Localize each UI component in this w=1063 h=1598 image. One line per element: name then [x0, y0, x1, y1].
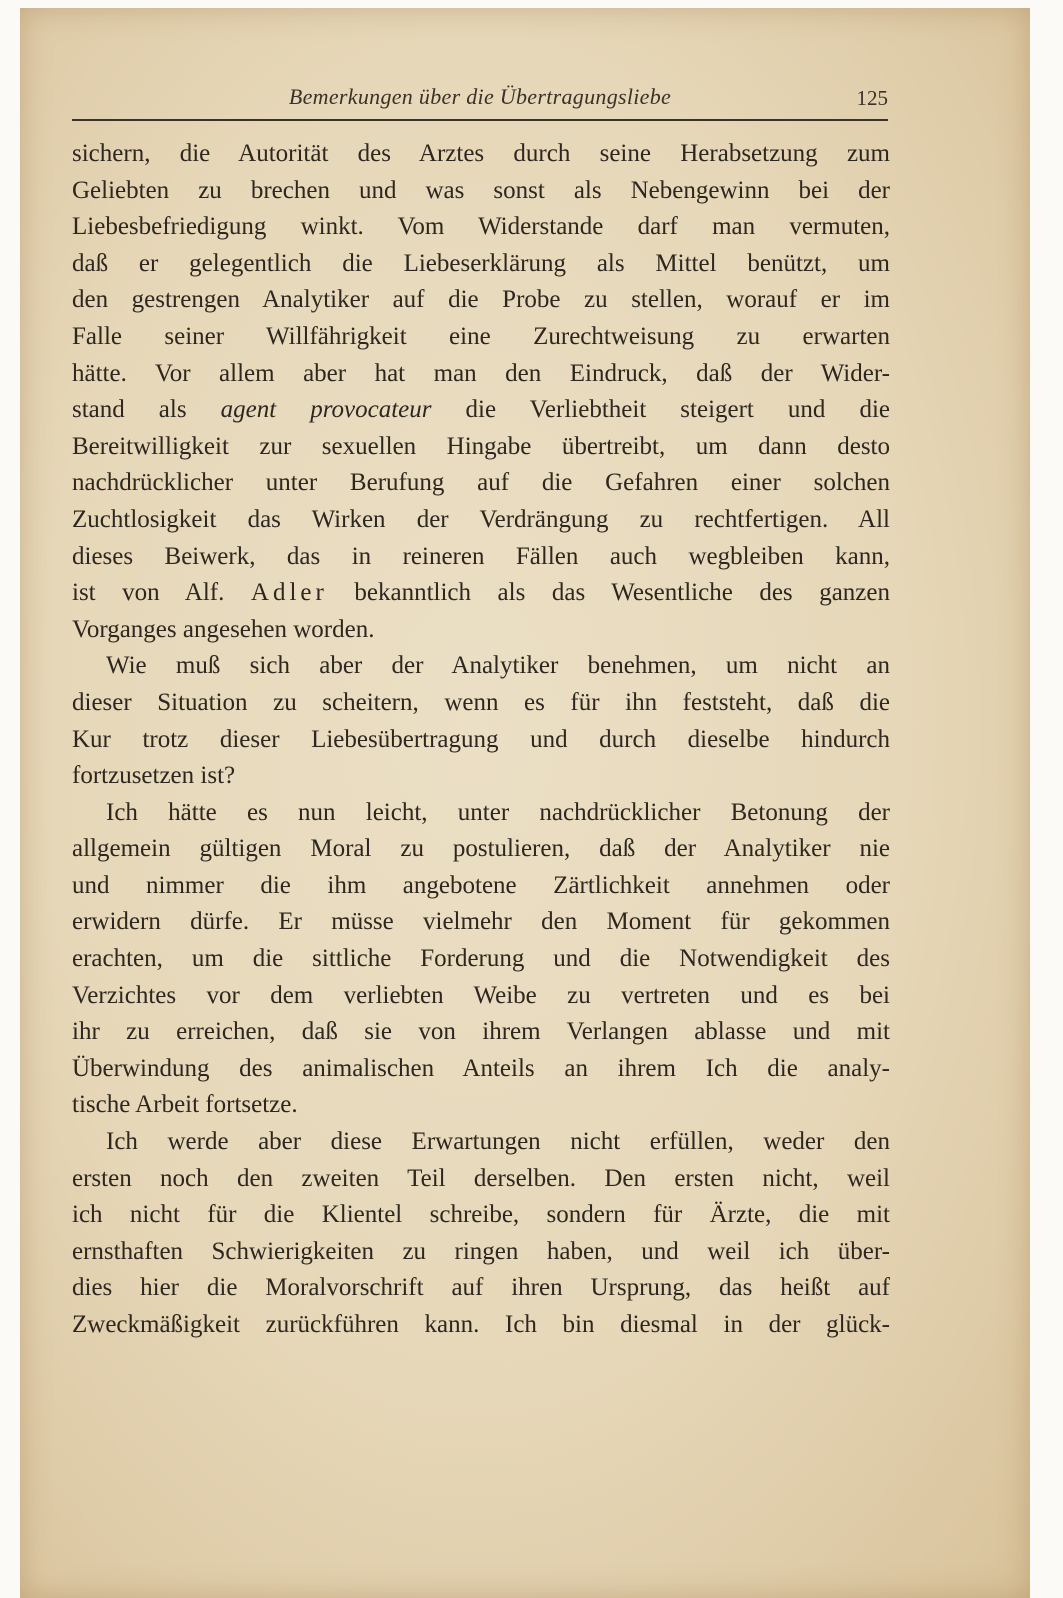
text-segment: Ich hätte es nun leicht, unter nachdrücklicher Betonung der	[106, 798, 890, 826]
text-line	[72, 392, 890, 429]
text-line	[72, 173, 890, 210]
text-line	[72, 429, 890, 466]
text-line	[72, 722, 890, 759]
text-line	[72, 575, 890, 612]
text-line	[72, 685, 890, 722]
text-segment: Geliebten zu brechen und was sonst als Nebengewinn bei der	[72, 176, 890, 204]
text-segment: nachdrücklicher unter Berufung auf die Gefahren einer solchen	[72, 469, 890, 497]
text-line	[72, 978, 890, 1015]
text-line	[72, 502, 890, 539]
text-segment: Ich werde aber diese Erwartungen nicht erfüllen, weder den	[106, 1128, 890, 1156]
text-segment: dies hier die Moralvorschrift auf ihren Ursprung, das heißt auf	[72, 1274, 890, 1302]
running-title: Bemerkungen über die Übertragungsliebe	[288, 84, 672, 109]
text-line	[72, 539, 890, 576]
text-segment: stand als	[72, 396, 221, 424]
text-segment: tische Arbeit fortsetze.	[72, 1091, 298, 1119]
text-segment: dieser Situation zu scheitern, wenn es für ihn feststeht, daß die	[72, 688, 890, 716]
text-line	[72, 795, 890, 832]
text-line	[72, 209, 890, 246]
text-segment: den gestrengen Analytiker auf die Probe zu stellen, worauf er im	[72, 286, 890, 314]
text-line	[72, 758, 890, 795]
text-segment: allgemein gültigen Moral zu postulieren, daß der Analytiker nie	[72, 835, 890, 863]
text-line	[72, 1014, 890, 1051]
italic-phrase: agent provocateur	[220, 396, 432, 424]
text-line	[72, 1124, 890, 1161]
text-line	[72, 648, 890, 685]
text-segment: erwidern dürfe. Er müsse vielmehr den Moment für gekommen	[72, 908, 890, 936]
text-line	[72, 612, 890, 649]
text-segment: erachten, um die sittliche Forderung und die Notwendigkeit des	[72, 945, 890, 973]
text-segment: sichern, die Autorität des Arztes durch seine Herabsetzung zum	[72, 140, 890, 167]
text-segment: dieses Beiwerk, das in reineren Fällen auch wegbleiben kann,	[72, 542, 890, 570]
text-segment: Falle seiner Willfährigkeit eine Zurechtweisung zu erwarten	[72, 322, 890, 350]
text-segment: Überwindung des animalischen Anteils an ihrem Ich die analy-	[72, 1054, 890, 1082]
text-segment: Kur trotz dieser Liebesübertragung und durch dieselbe hindurch	[72, 725, 890, 753]
text-line	[72, 1270, 890, 1307]
text-line	[72, 941, 890, 978]
text-line	[72, 904, 890, 941]
text-line	[72, 1087, 890, 1124]
header-rule	[72, 119, 888, 121]
text-segment: Zuchtlosigkeit das Wirken der Verdrängung zu rechtfertigen. All	[72, 505, 890, 533]
text-segment: die Verliebtheit steigert und die	[431, 396, 890, 424]
text-line	[72, 465, 890, 502]
text-segment: fortzusetzen ist?	[72, 762, 236, 790]
text-segment: daß er gelegentlich die Liebeserklärung als Mittel benützt, um	[72, 249, 890, 277]
text-line	[72, 1307, 890, 1344]
text-segment: Vorganges angesehen worden.	[72, 615, 375, 643]
text-line	[72, 246, 890, 283]
text-segment: Verzichtes vor dem verliebten Weibe zu vertreten und es bei	[72, 981, 890, 1009]
body-text	[72, 136, 890, 1344]
text-segment: Bereitwilligkeit zur sexuellen Hingabe übertreibt, um dann desto	[72, 432, 890, 460]
text-line	[72, 868, 890, 905]
text-line	[72, 1051, 890, 1088]
text-segment: Zweckmäßigkeit zurückführen kann. Ich bin diesmal in der glück-	[72, 1311, 890, 1338]
text-line	[72, 136, 890, 173]
text-segment: ersten noch den zweiten Teil derselben. Den ersten nicht, weil	[72, 1164, 890, 1192]
text-segment: bekanntlich als das Wesentliche des ganzen	[327, 579, 890, 607]
spaced-name: Adler	[250, 579, 328, 607]
text-segment: Wie muß sich aber der Analytiker benehmen, um nicht an	[106, 652, 890, 680]
text-line	[72, 282, 890, 319]
text-segment: und nimmer die ihm angebotene Zärtlichkeit annehmen oder	[72, 871, 890, 899]
text-line	[72, 319, 890, 356]
text-segment: hätte. Vor allem aber hat man den Eindruck, daß der Wider-	[72, 359, 890, 387]
text-line	[72, 1161, 890, 1198]
text-segment: ist von Alf.	[72, 579, 251, 607]
page-header	[72, 82, 888, 116]
text-line	[72, 1197, 890, 1234]
text-segment: ernsthaften Schwierigkeiten zu ringen haben, und weil ich über-	[72, 1237, 890, 1265]
book-page	[20, 8, 1030, 1598]
text-line	[72, 356, 890, 393]
page-number: 125	[856, 86, 888, 110]
text-segment: Liebesbefriedigung winkt. Vom Widerstande darf man vermuten,	[72, 213, 890, 241]
text-line	[72, 831, 890, 868]
text-segment: ihr zu erreichen, daß sie von ihrem Verlangen ablasse und mit	[72, 1018, 890, 1046]
text-line	[72, 1234, 890, 1271]
text-segment: ich nicht für die Klientel schreibe, sondern für Ärzte, die mit	[72, 1201, 890, 1229]
